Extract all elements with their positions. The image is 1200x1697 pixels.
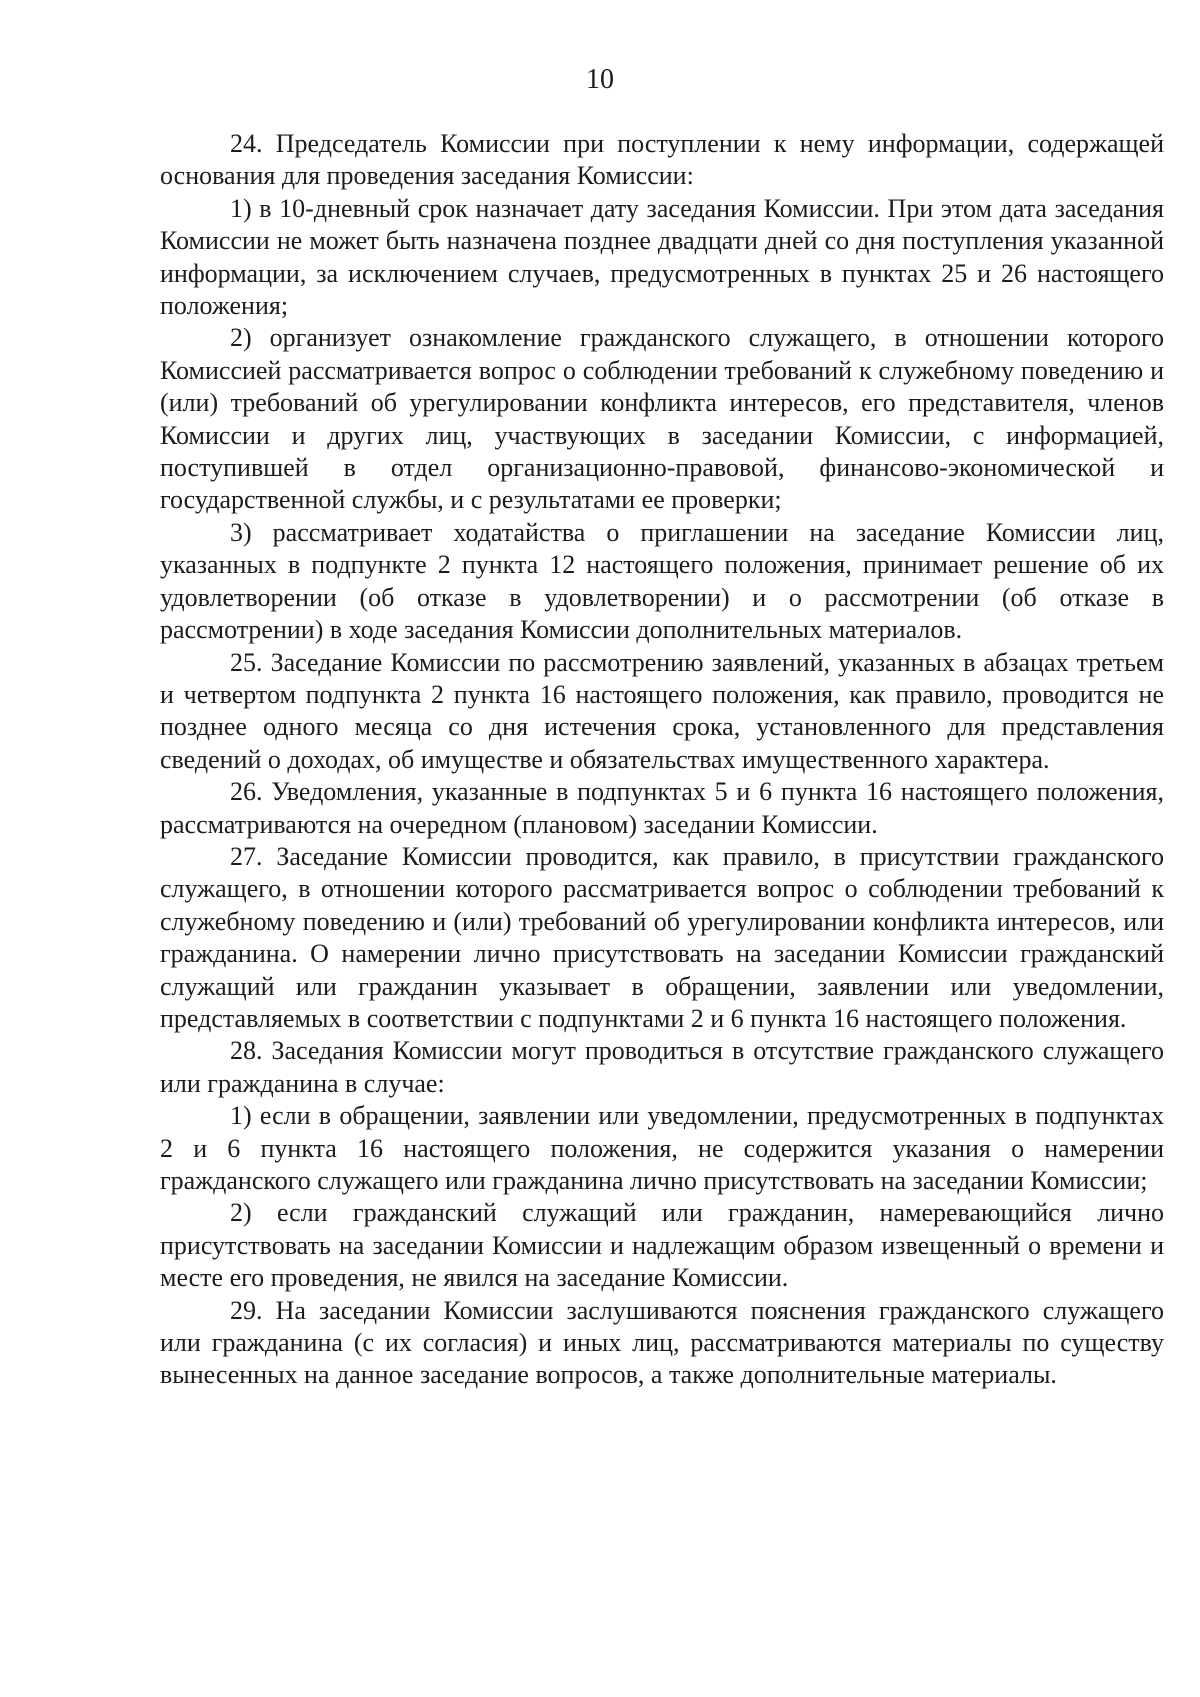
paragraph-24-item-2: 2) организует ознакомление гражданского служащего, в отношении которого Комиссией рассматривается вопрос о соблюдении требований к служебному поведению и (или) требований об урегулировании конфликта интересов, его представителя, членов Комиссии и других лиц, участвующих в заседании Комиссии, с информацией, поступившей в отдел организационно-правовой, финансово-экономической и государственной службы, и с результатами ее проверки;: [160, 323, 1164, 515]
paragraph-24: 24. Председатель Комиссии при поступлении к нему информации, содержащей основания для проведения заседания Комиссии:: [160, 129, 1164, 191]
paragraph-26: 26. Уведомления, указанные в подпунктах 5 и 6 пункта 16 настоящего положения, рассматриваются на очередном (плановом) заседании Комиссии.: [160, 777, 1164, 839]
paragraph-25: 25. Заседание Комиссии по рассмотрению заявлений, указанных в абзацах третьем и четвертом подпункта 2 пункта 16 настоящего положения, как правило, проводится не позднее одного месяца со дня истечения срока, установленного для представления сведений о доходах, об имуществе и обязательствах имущественного характера.: [160, 647, 1164, 774]
paragraph-28-item-1: 1) если в обращении, заявлении или уведомлении, предусмотренных в подпунктах 2 и 6 пункта 16 настоящего положения, не содержится указания о намерении гражданского служащего или гражданина лично присутствовать на заседании Комиссии;: [160, 1101, 1164, 1195]
paragraph-28-item-2: 2) если гражданский служащий или гражданин, намеревающийся лично присутствовать на заседании Комиссии и надлежащим образом извещенный о времени и месте его проведения, не явился на заседание Комиссии.: [160, 1198, 1164, 1293]
paragraph-24-item-1: 1) в 10-дневный срок назначает дату заседания Комиссии. При этом дата заседания Комиссии не может быть назначена позднее двадцати дней со дня поступления указанной информации, за исключением случаев, предусмотренных в пунктах 25 и 26 настоящего положения;: [160, 193, 1164, 321]
paragraph-24-item-3: 3) рассматривает ходатайства о приглашении на заседание Комиссии лиц, указанных в подпункте 2 пункта 12 настоящего положения, принимает решение об их удовлетворении (об отказе в удовлетворении) и о рассмотрении (об отказе в рассмотрении) в ходе заседания Комиссии дополнительных материалов.: [160, 517, 1164, 645]
paragraph-29: 29. На заседании Комиссии заслушиваются пояснения гражданского служащего или гражданина (с их согласия) и иных лиц, рассматриваются материалы по существу вынесенных на данное заседание вопросов, а также дополнительные материалы.: [160, 1295, 1164, 1390]
paragraph-28: 28. Заседания Комиссии могут проводиться в отсутствие гражданского служащего или гражданина в случае:: [160, 1036, 1164, 1098]
document-body: [160, 128, 1164, 1392]
page-number: 10: [586, 64, 614, 95]
paragraph-27: 27. Заседание Комиссии проводится, как правило, в присутствии гражданского служащего, в отношении которого рассматривается вопрос о соблюдении требований к служебному поведению и (или) требований об урегулировании конфликта интересов, или гражданина. О намерении лично присутствовать на заседании Комиссии гражданский служащий или гражданин указывает в обращении, заявлении или уведомлении, представляемых в соответствии с подпунктами 2 и 6 пункта 16 настоящего положения.: [160, 841, 1164, 1033]
